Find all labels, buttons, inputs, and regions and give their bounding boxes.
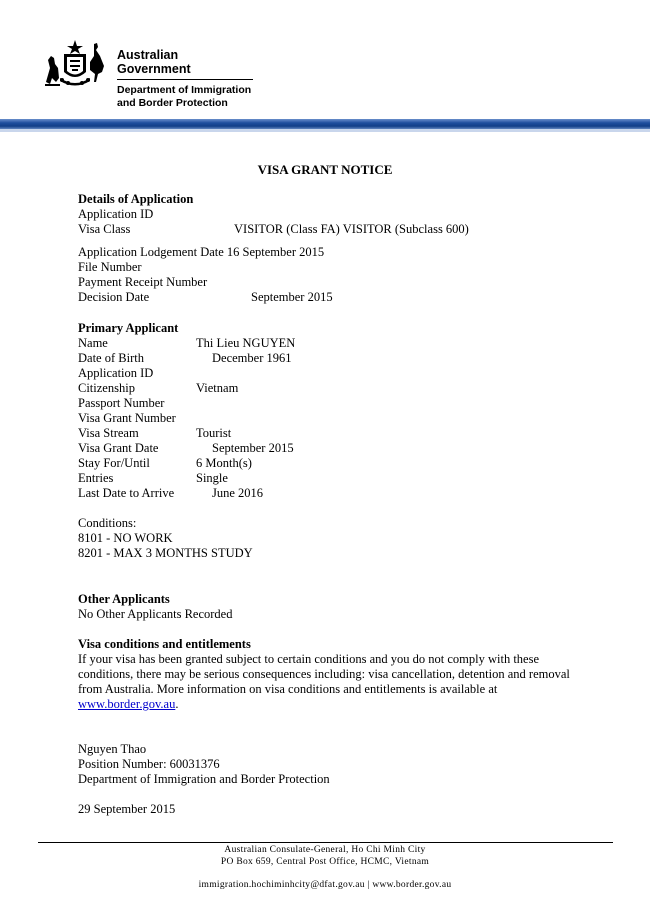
decision-date-value: September 2015	[251, 290, 333, 304]
stream-value: Tourist	[196, 426, 232, 440]
citizenship-label: Citizenship	[78, 381, 135, 395]
entries-label: Entries	[78, 471, 114, 485]
footer-address-1: Australian Consulate-General, Ho Chi Minh City	[224, 845, 426, 855]
notice-date: 29 September 2015	[78, 802, 176, 816]
position-number: Position Number: 60031376	[78, 757, 220, 771]
visa-class-value: VISITOR (Class FA) VISITOR (Subclass 600)	[234, 222, 469, 236]
file-number-label: File Number	[78, 260, 142, 274]
footer-contact: immigration.hochiminhcity@dfat.gov.au | www.border.gov.au	[198, 880, 452, 890]
grant-number-label: Visa Grant Number	[78, 411, 176, 425]
entitlements-paragraph	[78, 652, 578, 712]
condition-8201: 8201 - MAX 3 MONTHS STUDY	[78, 546, 253, 560]
stay-value: 6 Month(s)	[196, 456, 252, 470]
government-name: Australian Government	[117, 48, 253, 80]
dob-label: Date of Birth	[78, 351, 144, 365]
header-banner	[0, 119, 650, 130]
decision-date-label: Decision Date	[78, 290, 150, 304]
entitlements-heading: Visa conditions and entitlements	[78, 637, 251, 651]
primary-heading: Primary Applicant	[78, 321, 179, 335]
border-website-link[interactable]: www.border.gov.au	[78, 697, 176, 711]
entitlements-text: If your visa has been granted subject to certain conditions and you do not comply with these conditions, there may be serious consequences including: visa cancellation, detention and removal from Australia. More information on visa conditions and entitlements is available at	[78, 652, 570, 696]
app-id-label: Application ID	[78, 366, 154, 380]
dob-value: December 1961	[212, 351, 292, 365]
name-label: Name	[78, 336, 108, 350]
last-arrive-label: Last Date to Arrive	[78, 486, 175, 500]
grant-date-value: September 2015	[212, 441, 294, 455]
stream-label: Visa Stream	[78, 426, 139, 440]
page-title: VISA GRANT NOTICE	[257, 162, 393, 177]
signatory-name: Nguyen Thao	[78, 742, 147, 756]
footer-address-2: PO Box 659, Central Post Office, HCMC, Vietnam	[220, 857, 430, 867]
details-heading: Details of Application	[78, 192, 194, 206]
name-value: Thi Lieu NGUYEN	[196, 336, 296, 350]
lodgement-date: Application Lodgement Date 16 September 2015	[78, 245, 325, 259]
citizenship-value: Vietnam	[196, 381, 239, 395]
payment-receipt-label: Payment Receipt Number	[78, 275, 208, 289]
coat-of-arms-icon	[42, 38, 112, 88]
other-text: No Other Applicants Recorded	[78, 607, 233, 621]
visa-class-label: Visa Class	[78, 222, 131, 236]
department-line-2: and Border Protection	[117, 97, 228, 109]
grant-date-label: Visa Grant Date	[78, 441, 159, 455]
conditions-heading: Conditions:	[78, 516, 137, 530]
footer-divider	[38, 842, 613, 843]
signatory-department: Department of Immigration and Border Protection	[78, 772, 330, 786]
passport-label: Passport Number	[78, 396, 165, 410]
entitlements-link-suffix: .	[175, 697, 179, 711]
government-branding	[117, 48, 253, 110]
last-arrive-value: June 2016	[212, 486, 264, 500]
other-heading: Other Applicants	[78, 592, 170, 606]
application-id-label: Application ID	[78, 207, 154, 221]
department-line-1: Department of Immigration	[117, 84, 252, 96]
entries-value: Single	[196, 471, 228, 485]
condition-8101: 8101 - NO WORK	[78, 531, 173, 545]
stay-label: Stay For/Until	[78, 456, 150, 470]
